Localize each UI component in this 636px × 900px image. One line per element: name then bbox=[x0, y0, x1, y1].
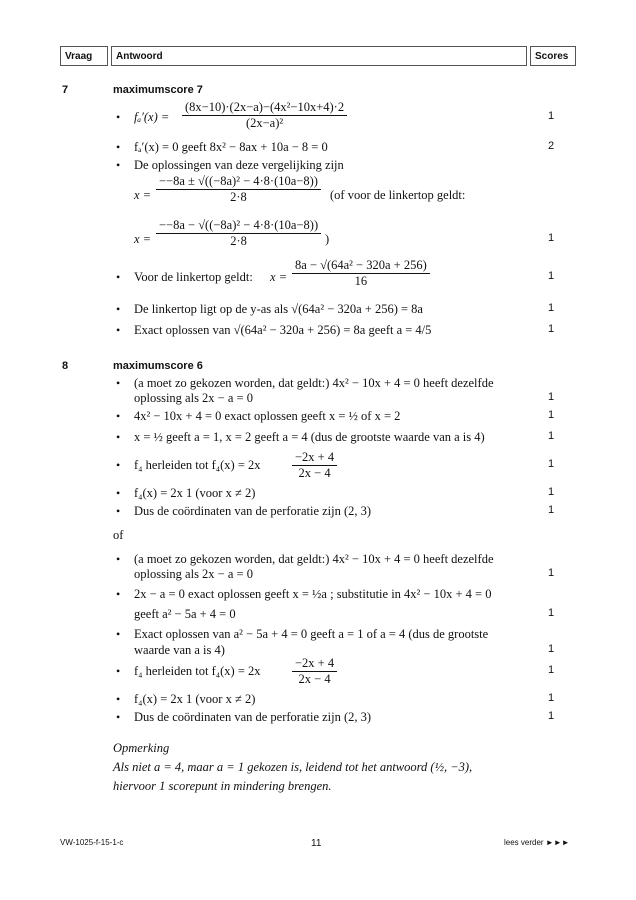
score: 1 bbox=[548, 692, 555, 704]
score: 1 bbox=[548, 458, 555, 470]
answer-step: • fₐ′(x) = $\frac{\text{(8x−10)·(2x−a)−(4x²−10x+4)·2}}{\text{(2x−a)²}}$ 1 bbox=[116, 100, 555, 130]
header-antwoord: Antwoord bbox=[111, 46, 527, 66]
score: 1 bbox=[548, 302, 555, 314]
formula: x = $\frac{\text{−−8a ± √((−8a)² − 4·8·(10a−8))}}{2\cdot 8}$ (of voor de linkertop geldt: bbox=[134, 174, 466, 204]
score: 1 bbox=[548, 643, 555, 655]
score: 1 bbox=[548, 486, 555, 498]
header-scores: Scores bbox=[530, 46, 576, 66]
answer-step: • Voor de linkertop geldt: x = $\frac{\text{8a − √(64a² − 320a + 256)}}{16}$ 1 bbox=[116, 258, 555, 288]
score: 1 bbox=[548, 567, 555, 579]
remark-line: hiervoor 1 scorepunt in mindering brengen. bbox=[113, 779, 332, 793]
score: 1 bbox=[548, 664, 555, 676]
score: 1 bbox=[548, 710, 555, 722]
remark-title: Opmerking bbox=[113, 741, 170, 755]
remark-line: Als niet a = 4, maar a = 1 gekozen is, leidend tot het antwoord (½, −3), bbox=[113, 760, 473, 774]
score: 1 bbox=[548, 391, 555, 403]
score: 1 bbox=[548, 232, 555, 244]
header-vraag: Vraag bbox=[60, 46, 108, 66]
question-number: 7 bbox=[62, 84, 69, 96]
question-title: maximumscore 6 bbox=[113, 360, 203, 372]
answer-step: • f₄ herleiden tot f₄(x) = 2x $\frac{-2x + 4}{2x - 4}$ 1 bbox=[116, 450, 555, 480]
question-title: maximumscore 7 bbox=[113, 84, 203, 96]
answer-step: • f₄ herleiden tot f₄(x) = 2x $\frac{-2x + 4}{2x - 4}$ 1 bbox=[116, 656, 555, 686]
score: 1 bbox=[548, 323, 555, 335]
question-number: 8 bbox=[62, 360, 69, 372]
score: 1 bbox=[548, 110, 555, 122]
score: 1 bbox=[548, 607, 555, 619]
score: 2 bbox=[548, 140, 555, 152]
page-number: 11 bbox=[311, 838, 322, 849]
score: 1 bbox=[548, 504, 555, 516]
document-code: VW-1025-f-15-1-c bbox=[60, 838, 124, 847]
score: 1 bbox=[548, 270, 555, 282]
score: 1 bbox=[548, 430, 555, 442]
score: 1 bbox=[548, 409, 555, 421]
formula: x = $\frac{\text{−−8a − √((−8a)² − 4·8·(10a−8))}}{2\cdot 8}$ ) 1 bbox=[134, 218, 555, 248]
continue-label: lees verder ►►► bbox=[504, 838, 570, 847]
